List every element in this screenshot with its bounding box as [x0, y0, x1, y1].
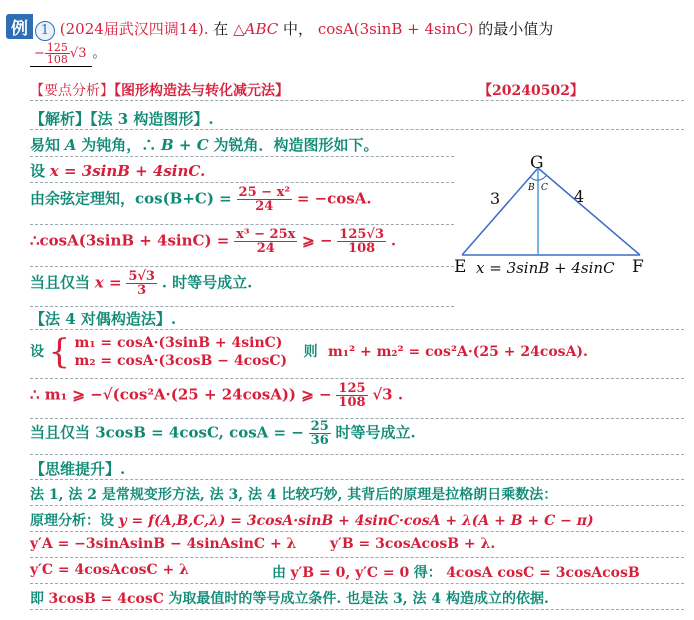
- line1-d: B + C: [161, 136, 209, 154]
- method4-system: [30, 334, 684, 379]
- m1-eq: m₁ = cosA·(3sinB + 4sinC): [74, 335, 283, 351]
- thinking-line-1: [30, 484, 684, 506]
- t2-b: y = f(A,B,C,λ) = 3cosA·sinB + 4sinC·cosA + λ(A + B + C − π): [118, 513, 594, 529]
- t5-c: 为取最值时的等号成立条件. 也是法 3, 法 4 构造成立的依据.: [168, 591, 549, 607]
- answer-end: 。: [92, 46, 106, 61]
- example-number: 1: [35, 21, 55, 41]
- t4-e: 4cosA cosC = 3cosAcosB: [446, 565, 640, 581]
- line3-den: 24: [255, 199, 274, 214]
- thinking-header: [30, 458, 684, 480]
- solution-line-5: [30, 270, 454, 307]
- solution-line-2: [30, 160, 454, 183]
- thinking-line-3: [30, 536, 684, 558]
- m-sum: m₁² + m₂² = cos²A·(25 + 24cosA).: [328, 344, 588, 360]
- question-expression: cosA(3sinB + 4sinC): [317, 20, 474, 38]
- points-middle: 【图形构造法与转化减元法】: [114, 83, 289, 99]
- t4-b: 由: [272, 565, 286, 581]
- vertex-g: G: [530, 153, 544, 173]
- t4-c: y′B = 0, y′C = 0: [290, 565, 410, 581]
- system-brace: {: [48, 332, 71, 372]
- example-badge: 例: [6, 14, 33, 39]
- solution-header-text: 【解析】【法 3 构造图形】.: [30, 110, 214, 128]
- line4-den: 24: [256, 241, 275, 256]
- answer-line: [30, 42, 684, 67]
- method4-header: [30, 308, 684, 330]
- solution-line-4: [30, 228, 454, 267]
- points-left: 【要点分析】: [30, 83, 114, 99]
- line3-b: = −cosA.: [296, 189, 372, 208]
- triangle-name: △ABC: [233, 20, 279, 38]
- line1-e: 为锐角．构造图形如下。: [213, 136, 379, 154]
- t4-a: y′C = 4cosAcosC + λ: [30, 562, 189, 578]
- line2-b: x = 3sinB + 4sinC.: [49, 162, 206, 180]
- eq-a: 当且仅当 3cosB = 4cosC, cosA = −: [30, 423, 304, 442]
- line4-den2: 108: [348, 241, 376, 256]
- then-label: 则: [303, 344, 318, 360]
- angle-b-label: B: [528, 183, 535, 193]
- side-ge: [462, 168, 538, 255]
- thinking-text: 【思维提升】.: [30, 460, 126, 478]
- answer-numerator: 125: [46, 41, 68, 54]
- base-label: x = 3sinB + 4sinC: [476, 259, 615, 277]
- ineq-num: 125: [338, 381, 366, 396]
- system: [75, 334, 288, 370]
- method4-ineq: [30, 382, 684, 419]
- m2-eq: m₂ = cosA·(3cosB − 4cosC): [74, 353, 288, 369]
- line4-b: ⩾ −: [302, 231, 333, 250]
- answer-root: √3: [69, 46, 87, 61]
- solution-line-3: [30, 186, 454, 225]
- t1-text: 法 1, 法 2 是常规变形方法, 法 3, 法 4 比较巧妙, 其背后的原理是拉格朗日乘数法：: [30, 487, 558, 503]
- eq-fraction: [309, 420, 331, 447]
- eq-num: 25: [310, 419, 329, 434]
- ineq-a: ∴ m₁ ⩾ −√(cos²A·(25 + 24cosA)) ⩾ −: [30, 385, 332, 404]
- side-left-label: 3: [490, 189, 501, 208]
- thinking-line-5: [30, 588, 684, 610]
- eq-den: 36: [310, 433, 329, 448]
- question-text-c: 中，: [283, 20, 314, 38]
- line5-a: 当且仅当: [30, 273, 91, 292]
- line2-a: 设: [30, 162, 46, 180]
- side-gf: [538, 168, 640, 255]
- line5-fraction: [126, 270, 157, 297]
- answer-fraction: [45, 42, 70, 65]
- line3-num: 25 − x²: [238, 185, 291, 200]
- vertex-e: E: [454, 257, 467, 277]
- t3-a: y′A = −3sinAsinB − 4sinAsinC + λ: [30, 536, 297, 552]
- thinking-line-4: [30, 562, 684, 584]
- vertex-f: F: [632, 257, 644, 277]
- ineq-b: √3 .: [372, 385, 404, 404]
- line5-c: . 时等号成立.: [161, 273, 253, 292]
- line5-den: 3: [137, 283, 147, 298]
- question-source: (2024届武汉四调14).: [59, 20, 209, 38]
- line4-fraction: [234, 228, 297, 255]
- thinking-line-2: [30, 510, 684, 532]
- t5-b: 3cosB = 4cosC: [48, 591, 164, 607]
- angle-c-label: C: [541, 183, 548, 193]
- eq-b: 时等号成立.: [335, 423, 416, 442]
- method4-eq: [30, 420, 684, 455]
- t4-d: 得：: [413, 565, 442, 581]
- line4-a: ∴cosA(3sinB + 4sinC) =: [30, 231, 230, 250]
- solution-header: [30, 108, 684, 130]
- line1-b: A: [64, 136, 77, 154]
- side-right-label: 4: [574, 187, 585, 206]
- t2-a: 原理分析：设: [30, 513, 114, 529]
- points-line: [30, 80, 684, 101]
- ineq-fraction: [336, 382, 367, 409]
- question-line: [6, 14, 684, 41]
- set-label: 设: [30, 344, 44, 360]
- solution-line-1: [30, 134, 454, 157]
- line3-fraction: [237, 186, 292, 213]
- line5-num: 5√3: [128, 269, 155, 284]
- ineq-den: 108: [338, 395, 366, 410]
- line5-b: x =: [94, 273, 122, 292]
- points-date: 【20240502】: [478, 83, 584, 99]
- line3-a: 由余弦定理知，cos(B+C) =: [30, 189, 232, 208]
- line1-c: 为钝角，∴: [81, 136, 157, 154]
- t5-a: 即: [30, 591, 44, 607]
- line4-c: .: [390, 231, 397, 250]
- line4-fraction-2: [337, 228, 386, 255]
- line4-num: x³ − 25x: [236, 227, 296, 242]
- answer-blank: [30, 42, 92, 67]
- triangle-figure: [452, 152, 682, 282]
- question-text-a: 在: [213, 20, 229, 38]
- answer-sign: −: [34, 46, 45, 61]
- question-text-e: 的最小值为: [478, 20, 554, 38]
- t3-b: y′B = 3cosAcosB + λ.: [330, 536, 496, 552]
- method4-text: 【法 4 对偶构造法】.: [30, 310, 177, 328]
- line4-num2: 125√3: [339, 227, 385, 242]
- line1-a: 易知: [30, 136, 61, 154]
- answer-denominator: 108: [46, 53, 68, 66]
